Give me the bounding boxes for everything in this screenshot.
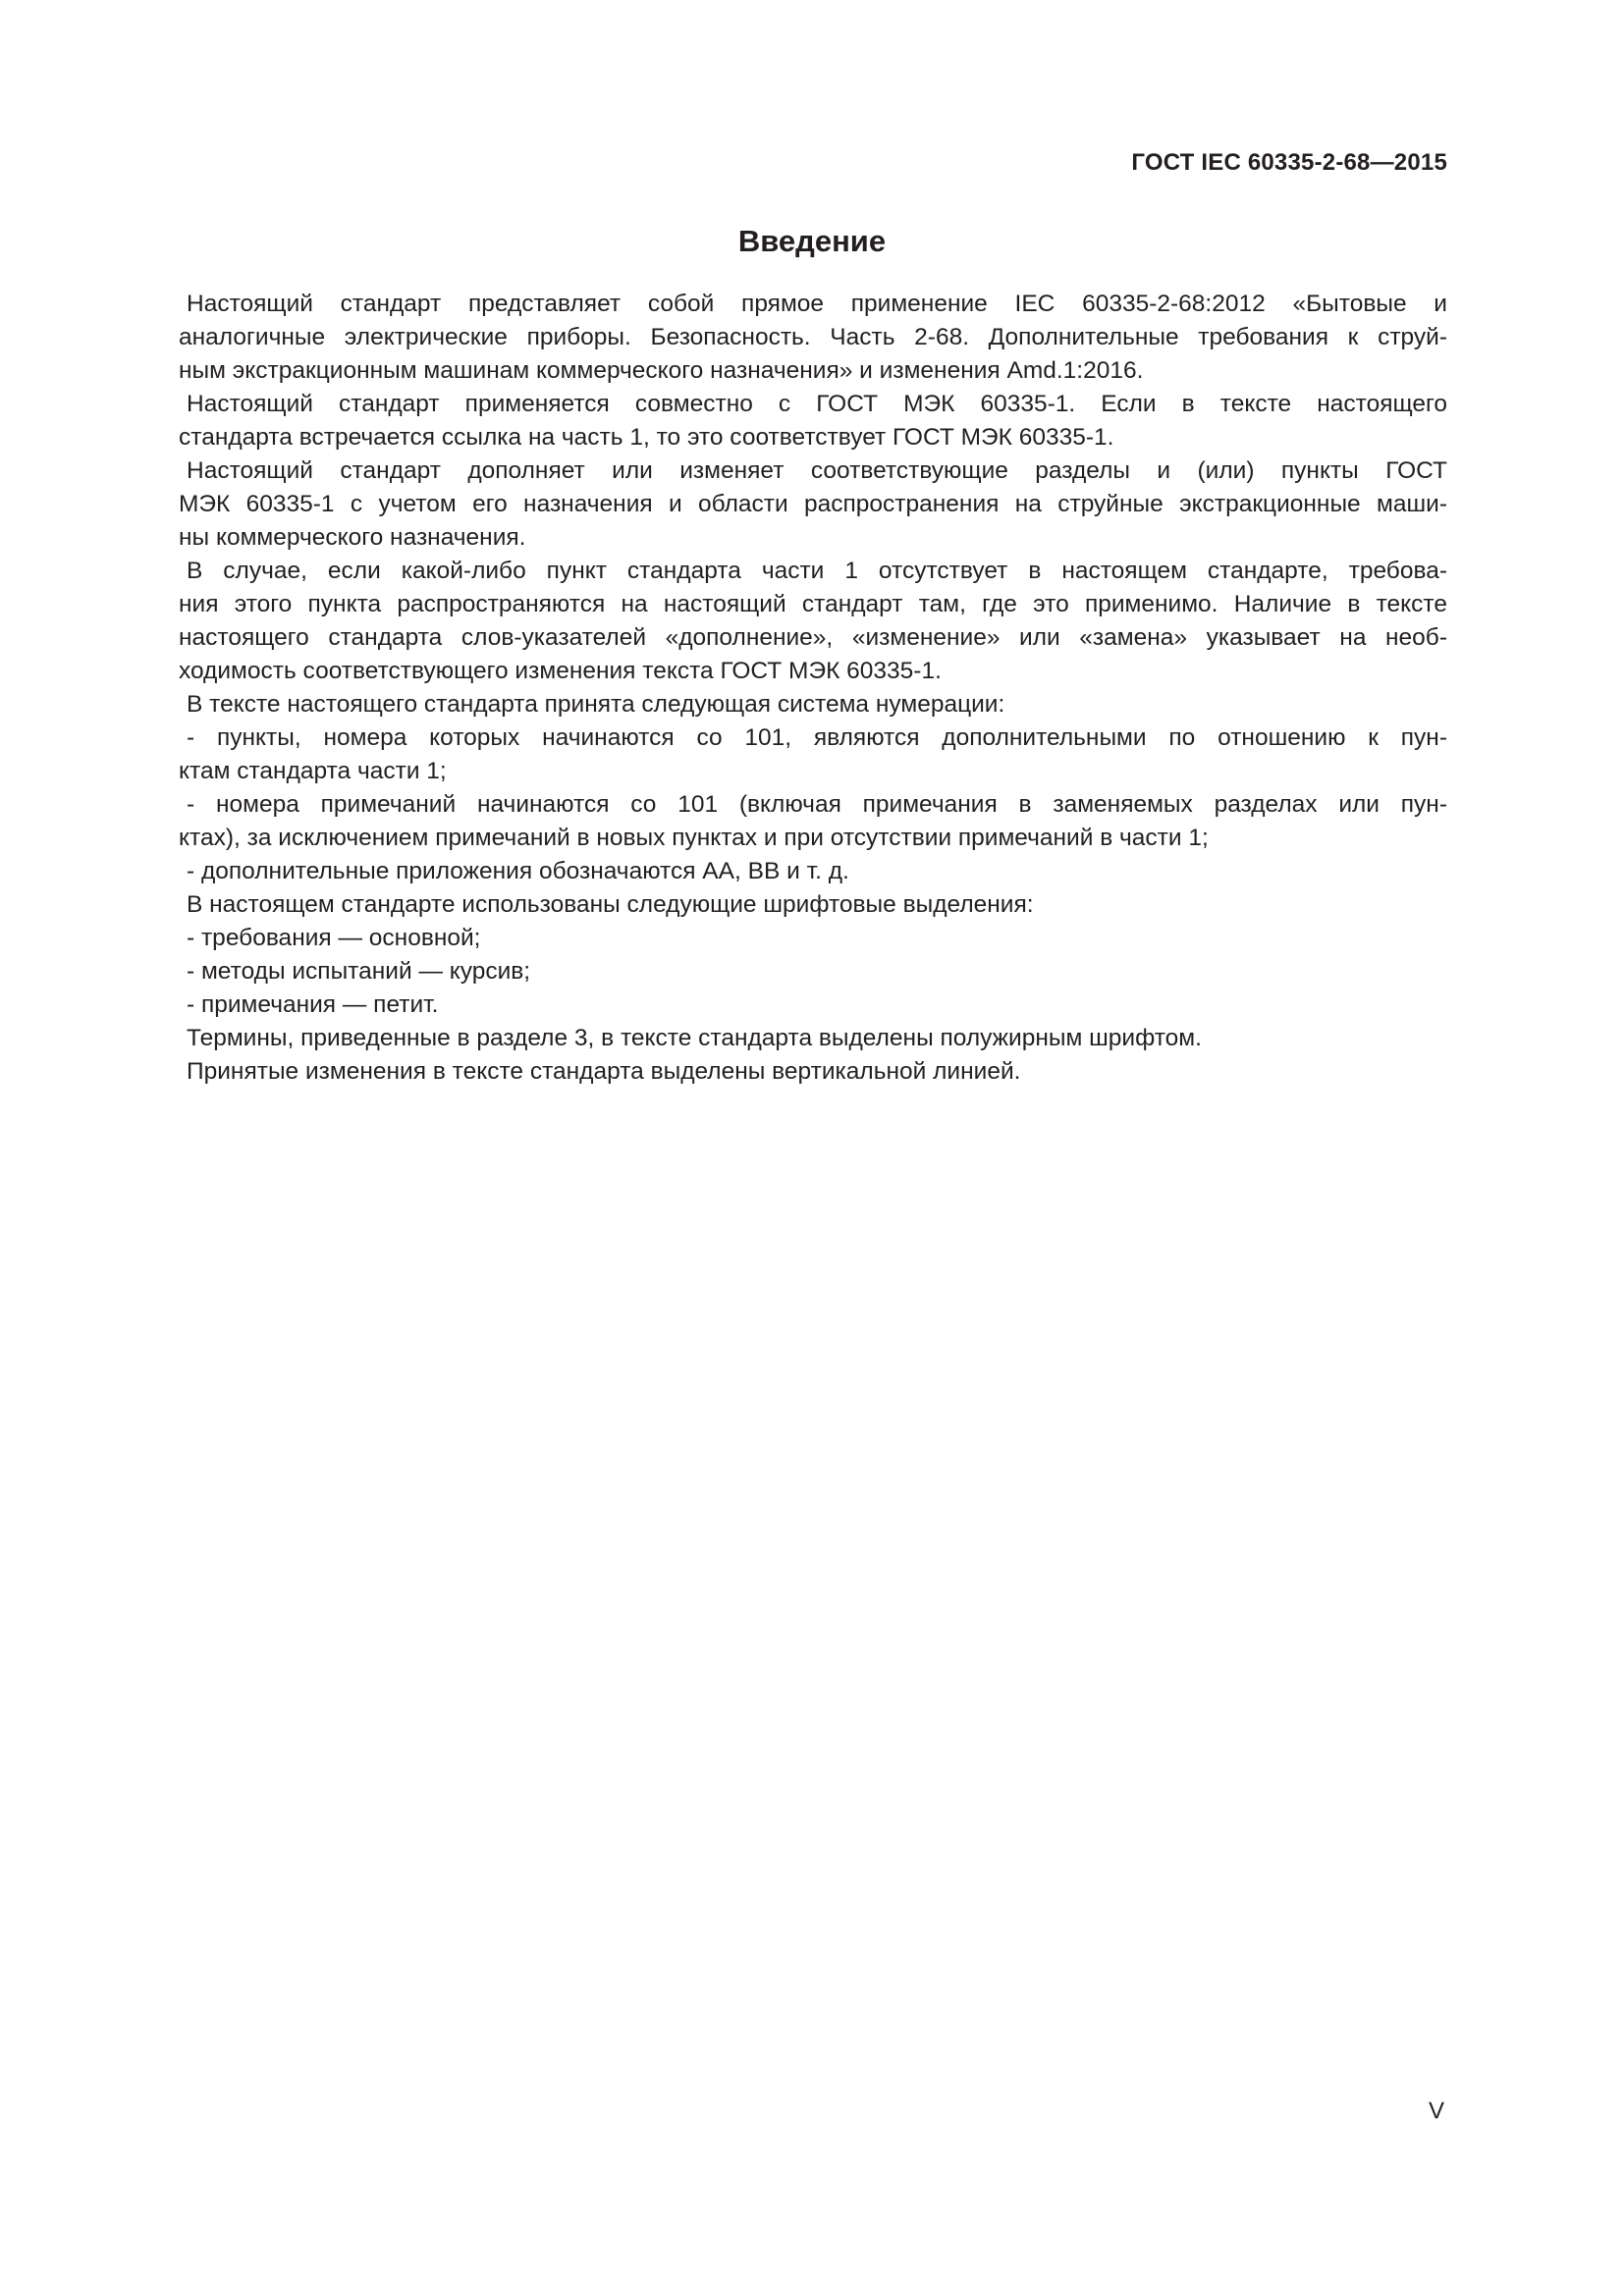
text-line: - номера примечаний начинаются со 101 (включая примечания в заменяемых разделах или пун-: [187, 791, 1447, 818]
document-code-header: ГОСТ IEC 60335-2-68—2015: [1131, 149, 1447, 176]
text-line: ходимость соответствующего изменения текста ГОСТ МЭК 60335-1.: [179, 658, 942, 684]
text-line: В случае, если какой-либо пункт стандарта части 1 отсутствует в настоящем стандарте, требова-: [187, 558, 1447, 584]
text-line: стандарта встречается ссылка на часть 1, то это соответствует ГОСТ МЭК 60335-1.: [179, 424, 1114, 451]
text-line: - примечания — петит.: [187, 991, 439, 1018]
text-line: - дополнительные приложения обозначаются AA, BB и т. д.: [187, 858, 849, 884]
page-number: V: [1428, 2098, 1444, 2124]
text-line: - пункты, номера которых начинаются со 101, являются дополнительными по отношению к пун-: [187, 724, 1447, 751]
text-line: Настоящий стандарт применяется совместно с ГОСТ МЭК 60335-1. Если в тексте настоящего: [187, 391, 1447, 417]
text-line: Термины, приведенные в разделе 3, в тексте стандарта выделены полужирным шрифтом.: [187, 1025, 1202, 1051]
section-title: Введение: [737, 224, 887, 258]
text-line: МЭК 60335-1 с учетом его назначения и области распространения на струйные экстракционные маши-: [179, 491, 1447, 517]
text-line: ны коммерческого назначения.: [179, 524, 526, 551]
text-line: ктам стандарта части 1;: [179, 758, 447, 784]
text-line: ния этого пункта распространяются на настоящий стандарт там, где это применимо. Наличие в тексте: [179, 591, 1447, 617]
text-line: ным экстракционным машинам коммерческого назначения» и изменения Amd.1:2016.: [179, 357, 1144, 384]
text-line: аналогичные электрические приборы. Безопасность. Часть 2-68. Дополнительные требования к струй-: [179, 324, 1447, 350]
text-line: Принятые изменения в тексте стандарта выделены вертикальной линией.: [187, 1058, 1021, 1085]
text-line: В тексте настоящего стандарта принята следующая система нумерации:: [187, 691, 1005, 718]
text-line: Настоящий стандарт дополняет или изменяет соответствующие разделы и (или) пункты ГОСТ: [187, 457, 1447, 484]
text-line: - методы испытаний — курсив;: [187, 958, 531, 985]
text-line: ктах), за исключением примечаний в новых пунктах и при отсутствии примечаний в части 1;: [179, 825, 1209, 851]
text-line: - требования — основной;: [187, 925, 481, 951]
text-line: Настоящий стандарт представляет собой прямое применение IEC 60335-2-68:2012 «Бытовые и: [187, 291, 1447, 317]
introduction-body: [179, 288, 1447, 1089]
text-line: В настоящем стандарте использованы следующие шрифтовые выделения:: [187, 891, 1034, 918]
text-line: настоящего стандарта слов-указателей «дополнение», «изменение» или «замена» указывает на необ-: [179, 624, 1447, 651]
